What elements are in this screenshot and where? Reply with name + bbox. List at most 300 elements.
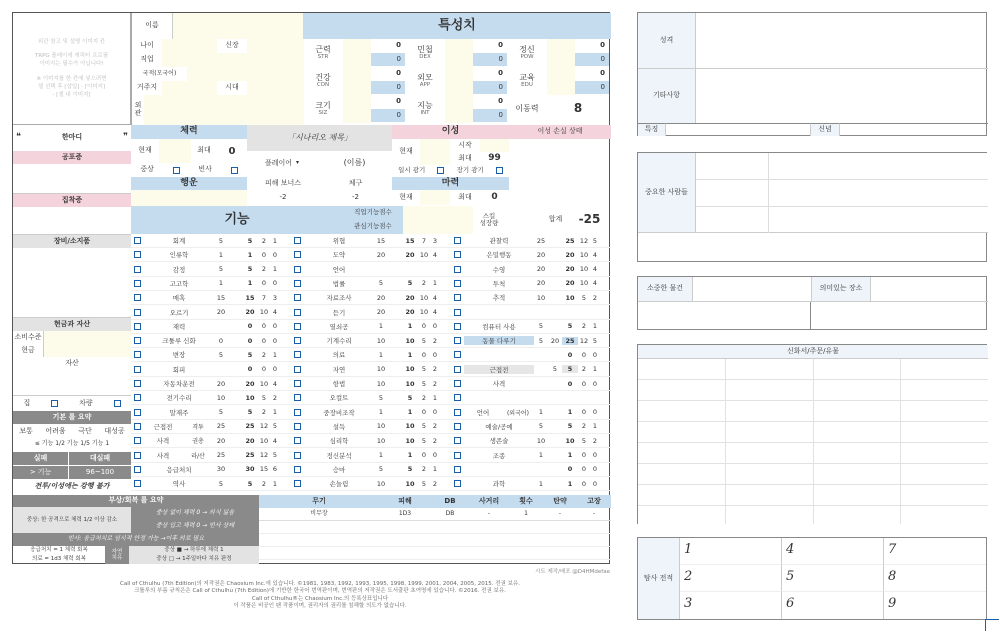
investigation-cell[interactable] — [884, 565, 986, 592]
stat-name: 정신 — [519, 44, 535, 54]
skill-base: 1 — [378, 350, 384, 359]
corner-handle[interactable] — [985, 619, 999, 631]
indef-insanity-checkbox[interactable] — [496, 167, 503, 174]
skill-checkbox[interactable] — [134, 466, 141, 473]
weapon-cell[interactable]: 비무장 — [259, 508, 379, 521]
skill-name: 위협 — [332, 237, 346, 245]
skill-fifth: 4 — [592, 250, 598, 259]
appearance-label — [132, 95, 144, 125]
stat-input[interactable] — [343, 39, 371, 67]
stat-abbr: POW — [520, 54, 534, 61]
skill-half: 0 — [421, 350, 427, 359]
skill-row — [131, 306, 291, 320]
skill-checkbox[interactable] — [454, 309, 461, 316]
vehicle-checkbox[interactable] — [114, 400, 121, 407]
skill-checkbox[interactable] — [454, 351, 461, 358]
skill-checkbox[interactable] — [134, 351, 141, 358]
skill-row — [131, 434, 291, 448]
copyright — [40, 581, 600, 611]
stat-name: 근력 — [315, 44, 331, 54]
investigation-cell[interactable] — [884, 538, 986, 565]
skill-fifth: 0 — [432, 408, 438, 417]
skill-row — [131, 477, 291, 491]
skill-checkbox[interactable] — [294, 452, 301, 459]
stat-label — [303, 95, 343, 123]
assets-field[interactable] — [13, 370, 131, 396]
skill-half: 12 — [259, 451, 269, 459]
important-people-field[interactable] — [696, 153, 988, 233]
skill-value: 20 — [405, 293, 415, 302]
skill-checkbox[interactable] — [454, 437, 461, 444]
skill-row — [451, 306, 611, 320]
investigation-cell[interactable] — [782, 538, 884, 565]
medicine-def: 의료 = 1d3 체력 회복 — [32, 556, 86, 563]
investigation-cell[interactable] — [884, 592, 986, 619]
skill-checkbox[interactable] — [134, 409, 141, 416]
skill-fifth: 2 — [592, 436, 598, 445]
fumble-label: 대실패 — [69, 452, 131, 465]
skill-name: 언어 — [332, 265, 346, 274]
height-field[interactable] — [247, 39, 304, 53]
investigation-cell[interactable] — [680, 538, 782, 565]
skill-fifth: 4 — [272, 308, 278, 316]
skill-half: 0 — [581, 479, 587, 488]
skill-fifth: 1 — [592, 422, 598, 431]
skill-row — [131, 234, 291, 248]
name-field[interactable] — [172, 13, 304, 39]
weapon-cell[interactable]: DB — [431, 508, 469, 521]
skill-value: 10 — [565, 436, 575, 445]
skill-checkbox[interactable] — [454, 280, 461, 287]
skill-checkbox[interactable] — [294, 280, 301, 287]
skill-value: 5 — [407, 279, 413, 288]
stat-name: 민첩 — [417, 44, 433, 54]
skill-checkbox[interactable] — [134, 280, 141, 287]
skill-value: 30 — [245, 465, 255, 474]
mp-current-field[interactable] — [420, 190, 450, 205]
skill-half: 0 — [581, 465, 587, 474]
skill-fifth: 2 — [432, 422, 438, 431]
skill-value: 5 — [562, 365, 578, 373]
hp-max-value: 0 — [228, 145, 236, 157]
people-divider — [768, 153, 769, 233]
stats-grid — [303, 39, 611, 125]
phobia-field[interactable] — [13, 164, 131, 194]
chevron-down-icon[interactable]: ▾ — [296, 159, 300, 167]
mp-current-label: 현재 — [399, 192, 413, 201]
skill-checkbox[interactable] — [454, 266, 461, 273]
skill-name: 생존술 — [489, 437, 509, 446]
skill-half: 5 — [421, 365, 427, 374]
stat-half-value: 0 — [371, 109, 405, 122]
weapon-empty-row[interactable] — [259, 547, 611, 560]
skill-checkbox[interactable] — [294, 323, 301, 330]
skill-name: 예술/공예 — [485, 422, 513, 431]
stat-input[interactable] — [547, 39, 575, 67]
natural-heal-text: 자연 치유 — [111, 548, 123, 561]
indef-insanity-label: 장기 광기 — [456, 165, 484, 174]
skill-checkbox[interactable] — [454, 366, 461, 373]
skill-fifth: 1 — [272, 236, 278, 245]
skill-fifth: 4 — [592, 265, 598, 274]
stat-abbr: APP — [419, 82, 431, 89]
weapon-empty-row[interactable] — [259, 534, 611, 547]
skill-half: 2 — [421, 393, 427, 402]
weapon-cell[interactable]: - — [543, 508, 577, 521]
no-push-note: 전투/이성에는 강행 불가 — [34, 482, 110, 491]
possession-field[interactable] — [693, 277, 811, 302]
skill-half: 7 — [261, 293, 267, 302]
spending-label: 소비수준 — [14, 332, 42, 341]
weapon-cell[interactable]: - — [469, 508, 509, 521]
skill-base: 5 — [378, 465, 384, 474]
skill-row — [291, 463, 451, 477]
trait-field[interactable] — [666, 123, 810, 136]
skill-row — [131, 291, 291, 305]
skill-name: 조종 — [492, 451, 506, 460]
skill-checkbox[interactable] — [294, 351, 301, 358]
skill-row — [131, 334, 291, 348]
skill-value: 1 — [567, 408, 573, 417]
stat-input[interactable] — [343, 67, 371, 95]
player-name[interactable]: (이름) — [343, 158, 366, 168]
skill-base: 10 — [376, 336, 386, 345]
stat-value: 0 — [396, 69, 401, 78]
skill-name: 자동차운전 — [163, 380, 195, 388]
interest-points-field[interactable] — [403, 220, 473, 234]
weapon-cell[interactable]: - — [577, 508, 611, 521]
nat-mw: 중상 ■ → 하루에 체력 1 — [129, 546, 259, 555]
skill-fifth: 1 — [272, 350, 278, 359]
skill-name: 고고학 — [169, 279, 189, 288]
spending-field[interactable] — [43, 331, 131, 344]
skill-row — [131, 248, 291, 262]
skill-row — [131, 420, 291, 434]
skill-checkbox[interactable] — [134, 323, 141, 330]
equipment-field[interactable] — [13, 248, 131, 318]
skill-checkbox[interactable] — [454, 294, 461, 301]
investigation-cell[interactable] — [782, 592, 884, 619]
san-current-field[interactable] — [420, 139, 450, 165]
skill-fifth: 1 — [432, 393, 438, 402]
dying-checkbox[interactable] — [231, 167, 238, 174]
san-start-field[interactable] — [480, 139, 509, 152]
skill-checkbox[interactable] — [134, 380, 141, 387]
other-field[interactable] — [696, 69, 988, 123]
diff-regular: 보통 — [19, 426, 33, 435]
investigation-number: 2 — [684, 569, 693, 584]
other-label: 기타사항 — [638, 69, 696, 123]
residence-field[interactable] — [162, 81, 217, 95]
place-detail[interactable] — [811, 302, 988, 330]
skill-fifth: 2 — [432, 365, 438, 374]
skill-checkbox[interactable] — [134, 480, 141, 487]
skill-checkbox[interactable] — [294, 309, 301, 316]
skill-row — [291, 434, 451, 448]
job-label: 직업 — [140, 55, 154, 64]
skill-fifth: 0 — [272, 322, 278, 331]
skill-base: 10 — [376, 436, 386, 445]
stat-half-value: 0 — [371, 81, 405, 94]
belief-field[interactable] — [840, 123, 988, 136]
major-wound-checkbox[interactable] — [173, 167, 180, 174]
skill-half: 5 — [581, 293, 587, 302]
stat-input[interactable] — [445, 39, 473, 67]
skill-name: 사격 — [156, 451, 170, 460]
skill-checkbox[interactable] — [134, 266, 141, 273]
portrait-area[interactable] — [13, 13, 131, 125]
skill-checkbox[interactable] — [134, 237, 141, 244]
investigation-number: 9 — [888, 596, 897, 611]
investigation-cell[interactable] — [680, 565, 782, 592]
mania-field[interactable] — [13, 207, 131, 235]
possession-detail[interactable] — [638, 302, 811, 330]
job-field[interactable] — [162, 53, 304, 67]
skill-checkbox[interactable] — [454, 394, 461, 401]
skill-row — [131, 277, 291, 291]
skill-half: 7 — [421, 236, 427, 245]
skill-checkbox[interactable] — [134, 337, 141, 344]
san-start-label: 시작 — [458, 140, 472, 149]
stat-name: 지능 — [417, 100, 433, 110]
skill-base: 5 — [218, 408, 224, 417]
skill-checkbox[interactable] — [294, 423, 301, 430]
skill-value: 20 — [405, 308, 415, 316]
skill-half: 2 — [261, 350, 267, 359]
skill-checkbox[interactable] — [454, 452, 461, 459]
skill-checkbox[interactable] — [454, 251, 461, 258]
stat-half-value: 0 — [473, 109, 507, 122]
weapon-cell[interactable]: 1 — [509, 508, 543, 521]
skill-checkbox[interactable] — [134, 452, 141, 459]
stat-input[interactable] — [547, 67, 575, 95]
skill-checkbox[interactable] — [294, 480, 301, 487]
skill-checkbox[interactable] — [134, 294, 141, 301]
skill-checkbox[interactable] — [454, 409, 461, 416]
skill-name: 크툴루 신화 — [162, 337, 196, 346]
skill-name: 자연 — [332, 365, 346, 374]
skill-fifth: 3 — [272, 293, 278, 302]
assets-label: 자산 — [65, 358, 79, 367]
move-rate-value: 8 — [573, 101, 583, 116]
mw-hp0: 중상 입고 체력 0 → 빈사 상태 — [131, 520, 259, 533]
skill-base: 1 — [538, 479, 544, 488]
skill-half: 5 — [421, 379, 427, 388]
stat-value: 0 — [498, 41, 503, 50]
residence-label: 거주지 — [136, 83, 158, 92]
skill-row — [131, 363, 291, 377]
stat-abbr: EDU — [521, 82, 533, 89]
hp-header: 체력 — [131, 125, 247, 139]
skill-row — [451, 248, 611, 262]
stat-value: 0 — [600, 41, 605, 50]
skill-fifth: 1 — [272, 408, 278, 417]
skill-checkbox[interactable] — [294, 266, 301, 273]
skill-checkbox[interactable] — [134, 437, 141, 444]
skill-row — [291, 306, 451, 320]
skill-fifth: 4 — [272, 379, 278, 388]
skill-name: 회계 — [172, 237, 186, 245]
skill-checkbox[interactable] — [294, 337, 301, 344]
skill-fifth: 1 — [592, 365, 598, 374]
hp-current-field[interactable] — [159, 139, 191, 163]
weapon-empty-row[interactable] — [259, 521, 611, 534]
skill-row — [451, 391, 611, 405]
skill-row — [451, 377, 611, 391]
skill-checkbox[interactable] — [294, 366, 301, 373]
skill-checkbox[interactable] — [134, 394, 141, 401]
skill-checkbox[interactable] — [454, 237, 461, 244]
skill-checkbox[interactable] — [134, 423, 141, 430]
skill-growth-text: 스킬 성장량 — [479, 211, 499, 227]
skill-checkbox[interactable] — [454, 480, 461, 487]
skill-fifth: 1 — [272, 479, 278, 488]
investigation-cell[interactable] — [680, 592, 782, 619]
skill-fifth: 1 — [432, 279, 438, 288]
name-label: 이름 — [145, 21, 159, 30]
investigation-number: 6 — [786, 596, 795, 611]
stat-value: 0 — [600, 69, 605, 78]
age-field[interactable] — [162, 39, 217, 53]
copyright-line-3: Call of Cthulhu®는 Chaosium Inc.의 등록상표입니다 — [251, 595, 389, 602]
stat-half-value: 0 — [575, 53, 609, 66]
hp-current-label: 현재 — [138, 146, 152, 155]
skill-name: 말재주 — [169, 408, 189, 417]
skill-half: 0 — [421, 322, 427, 331]
skill-base: 5 — [538, 336, 544, 345]
portrait-note-1: 외관 참고 및 설명 이미지 칸 — [37, 38, 106, 45]
skill-row — [291, 363, 451, 377]
house-checkbox[interactable] — [51, 400, 58, 407]
stat-abbr: DEX — [419, 54, 431, 61]
skill-checkbox[interactable] — [134, 251, 141, 258]
age-label: 나이 — [140, 41, 154, 50]
skill-value: 5 — [247, 265, 253, 274]
appearance-field[interactable] — [144, 95, 304, 125]
skill-checkbox[interactable] — [294, 394, 301, 401]
damage-bonus-value: -2 — [279, 192, 287, 201]
skill-base: 15 — [216, 293, 226, 302]
skill-row — [451, 234, 611, 248]
stat-input[interactable] — [445, 67, 473, 95]
skill-name: 항법 — [332, 380, 346, 388]
hp-conditions — [131, 164, 247, 176]
skill-fifth: 0 — [272, 365, 278, 374]
skill-half: 5 — [421, 422, 427, 431]
skill-name: 오컬트 — [329, 394, 349, 403]
skill-fifth: 4 — [432, 250, 438, 259]
stat-input[interactable] — [445, 95, 473, 123]
skill-checkbox[interactable] — [294, 466, 301, 473]
skill-name: 컴퓨터 사용 — [482, 322, 516, 331]
skill-row — [451, 263, 611, 277]
era-field[interactable] — [247, 81, 304, 95]
skill-fifth: 2 — [592, 293, 598, 302]
skill-checkbox[interactable] — [294, 294, 301, 301]
cash-field[interactable] — [43, 344, 131, 357]
skill-value: 5 — [247, 236, 253, 245]
skill-fifth: 0 — [432, 451, 438, 459]
stat-abbr: CON — [316, 82, 330, 89]
skill-fifth: 2 — [432, 436, 438, 445]
skill-name: 법률 — [332, 279, 346, 288]
skill-half: 10 — [259, 308, 269, 316]
skill-fifth: 0 — [592, 379, 598, 388]
temp-insanity-checkbox[interactable] — [437, 167, 444, 174]
skill-checkbox[interactable] — [454, 380, 461, 387]
temp-insanity-label: 일시 광기 — [398, 165, 426, 174]
people-panel — [637, 152, 987, 262]
fail-label: 실패 — [13, 452, 68, 465]
skill-fifth: 0 — [272, 279, 278, 288]
phobia-header: 공포증 — [13, 151, 131, 164]
diff-critical: 대성공 — [104, 426, 125, 435]
skill-value: 1 — [247, 279, 253, 288]
house-label: 집 — [23, 398, 31, 407]
skill-half: 0 — [261, 279, 267, 288]
place-field[interactable] — [871, 277, 988, 302]
equipment-header: 장비/소지품 — [13, 235, 131, 248]
skill-value: 15 — [405, 236, 415, 245]
skill-checkbox[interactable] — [454, 337, 461, 344]
skill-value: 10 — [245, 393, 255, 402]
nationality-field[interactable] — [187, 67, 304, 81]
skill-base: 25 — [216, 422, 226, 431]
skill-half: 0 — [261, 250, 267, 259]
skill-checkbox[interactable] — [294, 237, 301, 244]
skill-checkbox[interactable] — [294, 380, 301, 387]
investigation-cell[interactable] — [782, 565, 884, 592]
san-max-label: 최대 — [458, 153, 472, 162]
mythos-divider-2 — [813, 359, 814, 524]
skill-row — [451, 277, 611, 291]
skill-base: 20 — [376, 293, 386, 302]
skill-fifth: 0 — [432, 322, 438, 331]
stat-value: 0 — [498, 97, 503, 106]
nat-nomw: 중상 □ → 1주일마다 치유 판정 — [129, 555, 259, 564]
skill-checkbox[interactable] — [294, 409, 301, 416]
dying-def: 빈사: 응급처치로 임시적 안정 가능 →이후 의료 필요 — [13, 533, 259, 546]
stat-name: 교육 — [519, 72, 535, 82]
skill-checkbox[interactable] — [454, 423, 461, 430]
diff-hard: 어려움 — [45, 426, 66, 435]
weapon-cell[interactable]: 1D3 — [379, 508, 431, 521]
skill-base: 20 — [376, 250, 386, 259]
stat-label — [405, 95, 445, 123]
skill-name: 재력 — [172, 322, 186, 331]
weapon-header: 무기 — [259, 495, 379, 508]
skill-checkbox[interactable] — [454, 466, 461, 473]
job-points-field[interactable] — [403, 206, 473, 220]
personality-field[interactable] — [696, 13, 988, 69]
stat-input[interactable] — [343, 95, 371, 123]
skill-checkbox[interactable] — [294, 437, 301, 444]
skill-name: 동물 다루기 — [464, 336, 534, 345]
total-label: 합계 — [548, 215, 563, 224]
skill-checkbox[interactable] — [454, 323, 461, 330]
mp-max-label: 최대 — [458, 192, 472, 201]
skill-row — [131, 377, 291, 391]
san-loss-field[interactable] — [509, 139, 611, 194]
skill-checkbox[interactable] — [134, 309, 141, 316]
skill-fifth: 2 — [432, 479, 438, 488]
skill-half: 10 — [259, 436, 269, 445]
skill-checkbox[interactable] — [134, 366, 141, 373]
skill-name: 설득 — [332, 422, 346, 431]
vehicle-label: 차량 — [79, 398, 93, 407]
skill-value: 0 — [567, 350, 573, 359]
skill-checkbox[interactable] — [294, 251, 301, 258]
